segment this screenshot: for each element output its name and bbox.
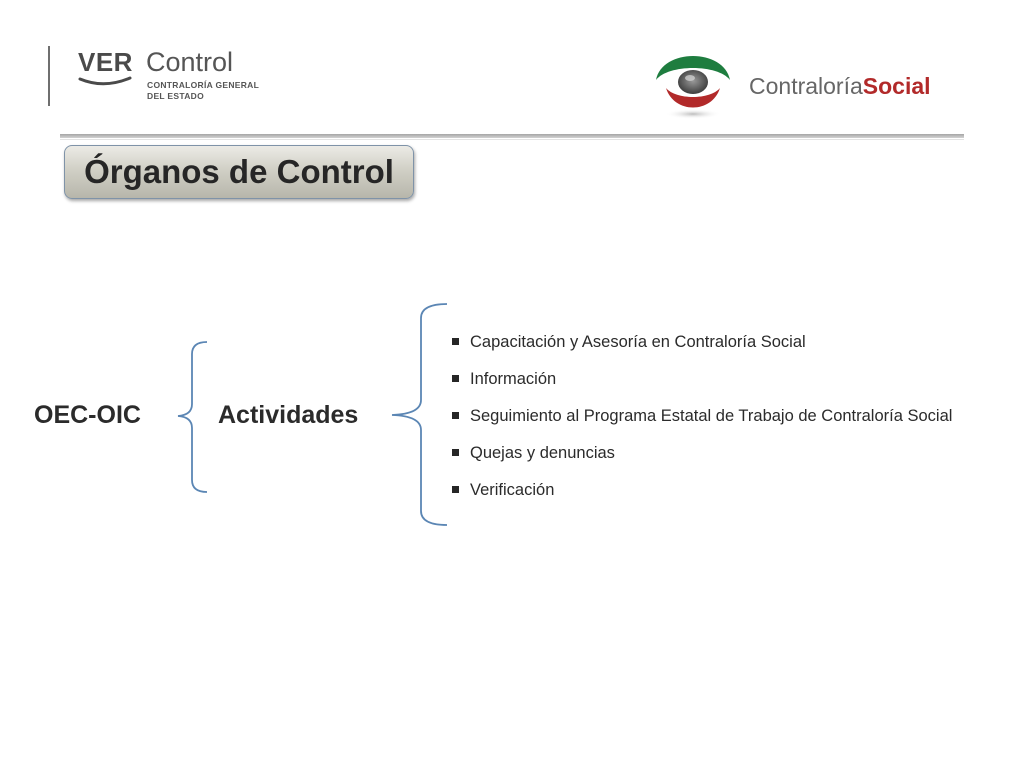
contraloria-social-wordmark xyxy=(749,71,931,101)
contraloria-eye-icon xyxy=(652,44,736,124)
swoosh-icon xyxy=(78,76,134,88)
list-item xyxy=(452,476,1012,513)
bullet-square-icon xyxy=(452,375,459,382)
activity-text: Capacitación y Asesoría en Contraloría Social xyxy=(470,333,806,351)
left-bracket xyxy=(178,342,207,492)
ver-control-logo xyxy=(48,44,278,110)
bullet-square-icon xyxy=(452,412,459,419)
logo-ver-word: VER xyxy=(78,47,133,77)
activity-text: Información xyxy=(470,370,557,388)
actividades-label: Actividades xyxy=(218,401,359,429)
list-item xyxy=(452,439,1012,476)
list-item xyxy=(452,365,1012,402)
activity-text: Verificación xyxy=(470,481,555,499)
activities-list xyxy=(452,328,1012,513)
right-bracket xyxy=(392,304,447,525)
bullet-square-icon xyxy=(452,338,459,345)
list-item xyxy=(452,328,1012,365)
logo-subtitle-line1: CONTRALORÍA GENERAL xyxy=(147,80,260,90)
logo-subtitle-line2: DEL ESTADO xyxy=(147,91,204,101)
contraloria-social-logo xyxy=(652,44,952,124)
bullet-square-icon xyxy=(452,486,459,493)
oec-oic-label: OEC-OIC xyxy=(34,401,141,429)
list-item xyxy=(452,402,1012,439)
activity-text: Seguimiento al Programa Estatal de Trabajo de Contraloría Social xyxy=(470,407,953,425)
logo-control-word: Control xyxy=(146,47,234,77)
slide-title-box xyxy=(64,145,414,199)
header-divider xyxy=(60,134,964,138)
wordmark-part2: Social xyxy=(862,73,931,99)
slide-title: Órganos de Control xyxy=(84,153,394,190)
wordmark-part1: Contraloría xyxy=(749,73,863,99)
bullet-square-icon xyxy=(452,449,459,456)
logo-divider xyxy=(48,46,50,106)
activity-text: Quejas y denuncias xyxy=(470,444,615,462)
header-divider-shadow xyxy=(60,139,964,140)
